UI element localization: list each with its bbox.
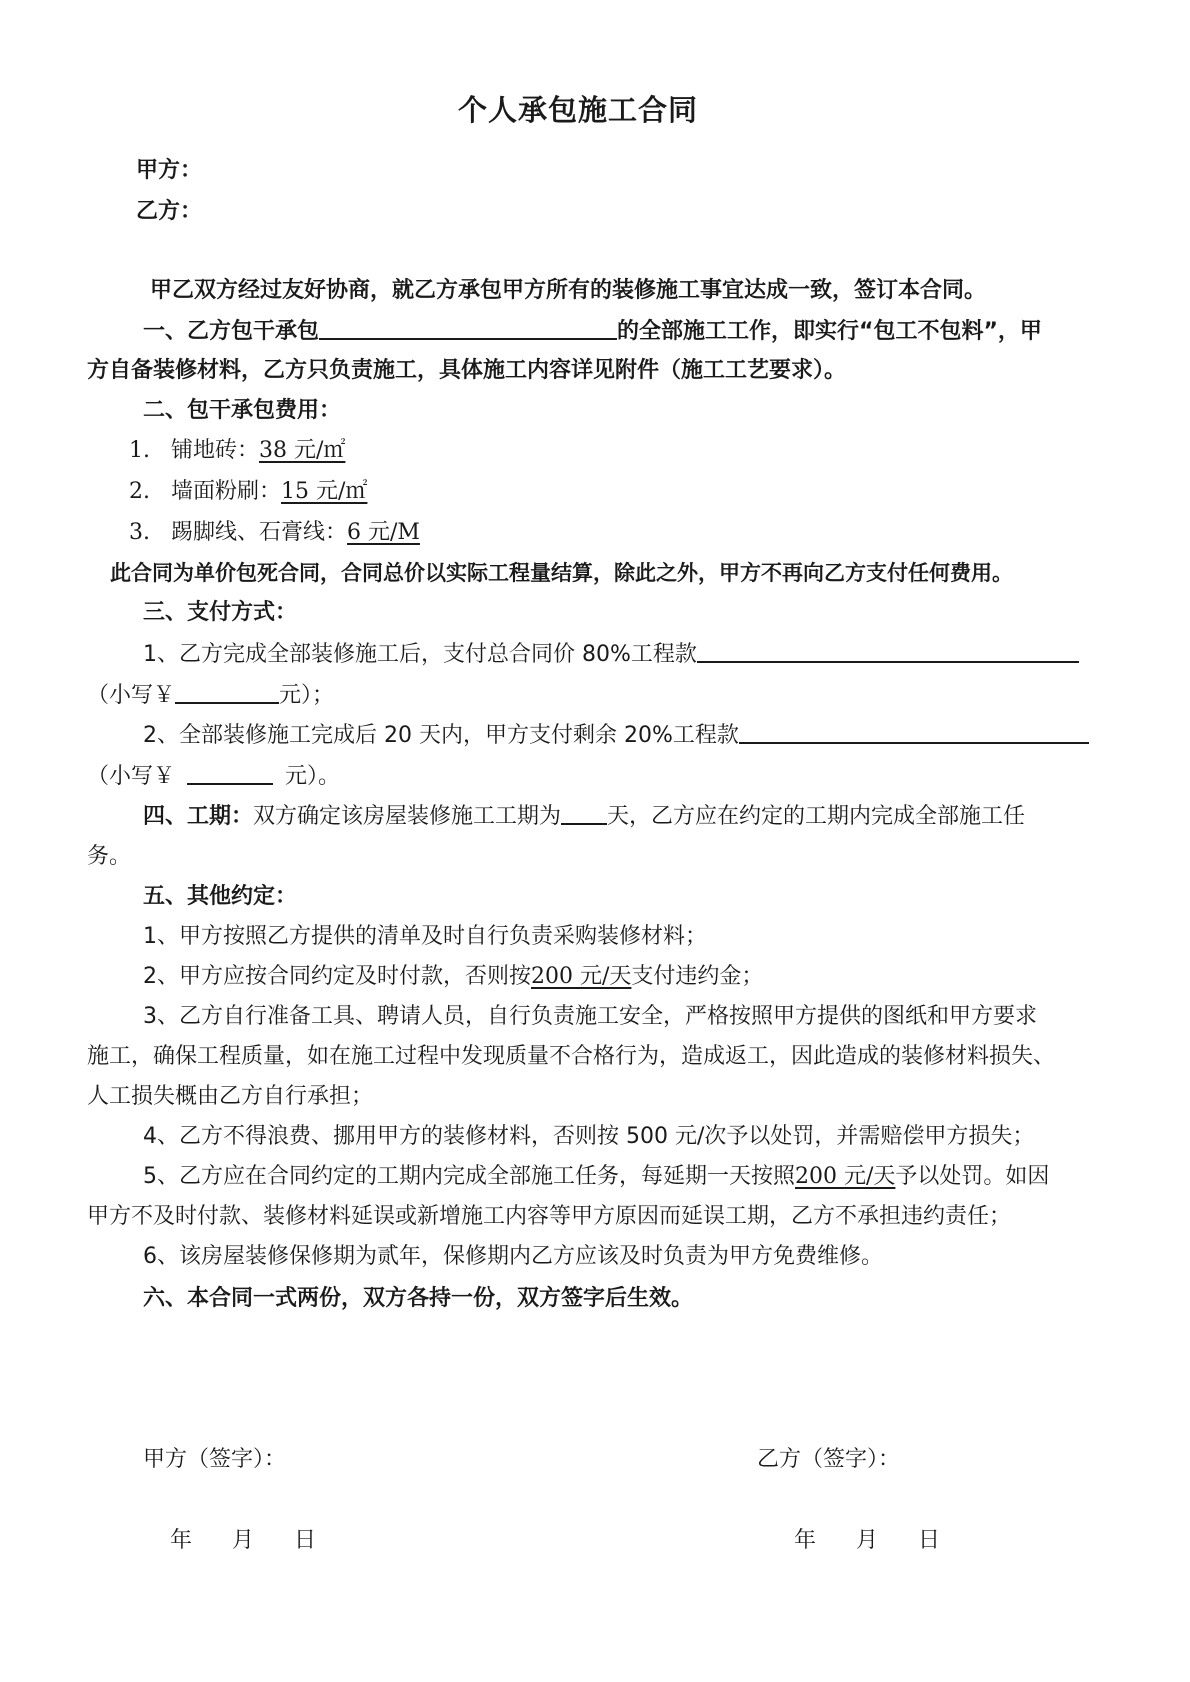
- clause-3-line-3: 人工损失概由乙方自行承担；: [87, 1084, 374, 1109]
- date-day: 日: [294, 1528, 317, 1553]
- payment-2-amount-prefix: （小写￥: [87, 764, 176, 789]
- section-1-line-1: [143, 316, 1042, 347]
- clause-5-pre: 5、乙方应在合同约定的工期内完成全部施工任务，每延期一天按照: [143, 1164, 795, 1189]
- fee-item-value: 6 元/M: [347, 520, 420, 545]
- unit-price-note: 此合同为单价包死合同，合同总价以实际工程量结算，除此之外，甲方不再向乙方支付任何费用。: [110, 561, 1013, 585]
- payment-2-amount-blank: [187, 761, 273, 785]
- party-a-line: 甲方：: [136, 158, 203, 183]
- clause-5-post: 予以处罚。如因: [895, 1164, 1050, 1189]
- payment-1-amount-suffix: 元）；: [279, 683, 335, 708]
- date-month: 月: [856, 1528, 879, 1553]
- payment-2-line-1: [143, 720, 1089, 751]
- section-4-text-pre: 双方确定该房屋装修施工工期为: [253, 804, 562, 829]
- clause-3-line-2: 施工，确保工程质量，如在施工过程中发现质量不合格行为，造成返工，因此造成的装修材料损失、: [87, 1044, 1056, 1069]
- payment-1-line-1: [143, 639, 1079, 670]
- clause-5-line-1: [143, 1162, 1049, 1192]
- intro-paragraph: 甲乙双方经过友好协商，就乙方承包甲方所有的装修施工事宜达成一致，签订本合同。: [150, 278, 987, 303]
- payment-2-text: 2、全部装修施工完成后 20 天内，甲方支付剩余 20%工程款: [143, 723, 739, 748]
- clause-5-line-2: 甲方不及时付款、装修材料延误或新增施工内容等甲方原因而延误工期，乙方不承担违约责任；: [87, 1204, 1012, 1229]
- section-4-heading: 四、工期：: [143, 804, 254, 829]
- fee-item-label: 踢脚线、石膏线：: [171, 520, 348, 545]
- fee-item-value: 38 元/㎡: [259, 438, 346, 463]
- date-day: 日: [918, 1528, 941, 1553]
- section-6: 六、本合同一式两份，双方各持一份，双方签字后生效。: [143, 1286, 694, 1311]
- clause-4: 4、乙方不得浪费、挪用甲方的装修材料，否则按 500 元/次予以处罚，并需赔偿甲方损失；: [143, 1124, 1035, 1149]
- scope-blank: [319, 316, 617, 340]
- payment-1-text: 1、乙方完成全部装修施工后，支付总合同价 80%工程款: [143, 642, 697, 667]
- fee-item-1: [129, 436, 345, 466]
- fee-item-2: [129, 477, 367, 507]
- fee-item-number: 2.: [129, 479, 150, 504]
- date-year: 年: [170, 1528, 193, 1553]
- clause-2-pre: 2、甲方应按合同约定及时付款，否则按: [143, 964, 531, 989]
- section-4-line-1: [143, 801, 1025, 832]
- fee-item-number: 1.: [129, 438, 150, 463]
- payment-1-amount-prefix: （小写￥: [87, 683, 176, 708]
- payment-2-line-2: [87, 761, 340, 792]
- clause-6: 6、该房屋装修保修期为贰年，保修期内乙方应该及时负责为甲方免费维修。: [143, 1244, 883, 1269]
- clause-2-penalty: 200 元/天: [531, 964, 632, 989]
- section-1-suffix: 的全部施工工作，即实行“包工不包料”，甲: [617, 319, 1042, 344]
- clause-2: [143, 962, 763, 992]
- party-b-date: [794, 1526, 940, 1556]
- section-1-line-2: 方自备装修材料，乙方只负责施工，具体施工内容详见附件（施工工艺要求）。: [87, 358, 847, 383]
- payment-2-blank: [739, 720, 1089, 744]
- payment-1-amount-blank: [175, 680, 279, 704]
- fee-item-3: [129, 518, 420, 548]
- section-3-heading: 三、支付方式：: [143, 600, 298, 625]
- section-5-heading: 五、其他约定：: [143, 884, 298, 909]
- clause-3-line-1: 3、乙方自行准备工具、聘请人员，自行负责施工安全，严格按照甲方提供的图纸和甲方要求: [143, 1004, 1038, 1029]
- party-a-date: [170, 1526, 316, 1556]
- page-title: 个人承包施工合同: [458, 93, 699, 127]
- fee-item-label: 墙面粉刷：: [171, 479, 282, 504]
- party-a-signature-label: 甲方（签字）：: [143, 1447, 287, 1472]
- fee-item-label: 铺地砖：: [171, 438, 260, 463]
- fee-item-value: 15 元/㎡: [281, 479, 368, 504]
- payment-1-blank: [697, 639, 1079, 663]
- payment-1-line-2: [87, 680, 334, 711]
- date-year: 年: [794, 1528, 817, 1553]
- section-2-heading: 二、包干承包费用：: [143, 398, 342, 423]
- payment-2-amount-suffix: 元）。: [285, 764, 341, 789]
- clause-5-penalty: 200 元/天: [795, 1164, 896, 1189]
- date-month: 月: [232, 1528, 255, 1553]
- duration-blank: [561, 801, 607, 825]
- fee-item-number: 3.: [129, 520, 150, 545]
- clause-2-post: 支付违约金；: [631, 964, 764, 989]
- party-b-line: 乙方：: [136, 199, 203, 224]
- clause-1: 1、甲方按照乙方提供的清单及时自行负责采购装修材料；: [143, 924, 707, 949]
- section-4-line-2: 务。: [87, 844, 132, 869]
- section-1-prefix: 一、乙方包干承包: [143, 319, 320, 344]
- section-4-text-post: 天，乙方应在约定的工期内完成全部施工任: [607, 804, 1026, 829]
- party-b-signature-label: 乙方（签字）：: [757, 1447, 901, 1472]
